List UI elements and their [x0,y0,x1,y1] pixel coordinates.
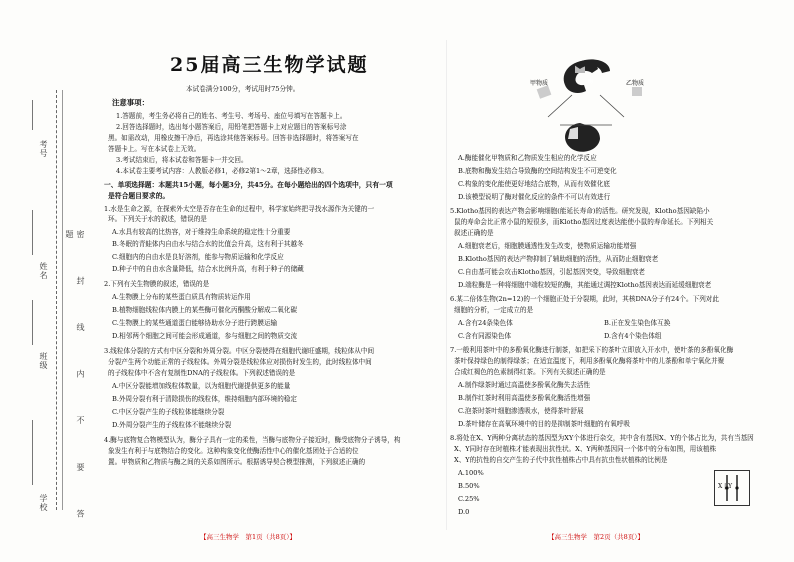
q7-option-d: D.茶叶储存在高氧环境中的目的是抑制茶叶细胞的有氧呼吸 [458,420,630,428]
q6-option-b: B.正在发生染色体互换 [604,319,671,327]
arrow-left [548,95,572,117]
yi-substance-shape [632,87,642,96]
notes-title: 注意事项： [112,98,149,107]
q7-stem-cont: 合成红褐色的色素制得红茶。下列有关叙述正确的是 [454,368,606,376]
q4-option-d: D.该模型说明了酶对催化反应的条件不可以有效进行 [458,193,611,201]
jia-substance-shape [537,85,552,99]
name-label: 姓名 [39,262,48,280]
meta-line: 本试卷满分100分，考试用时75分钟。 [186,85,300,93]
q5-stem: 5.Klotho基因的表达产物会影响细胞(能延长寿命)的活性。研究发现，Klotho基因缺陷小 [450,207,710,215]
q5-option-d: D.端粒酶是一种将细胞中端粒较短的酶，其能通过调控Klotho基因表达而延缓细胞衰老 [458,281,712,289]
note-line: 答题卡上。写在本试卷上无效。 [108,145,201,153]
school-line [32,420,33,485]
q5-option-b: B.Klotho基因的表达产物抑制了辅助细胞的活性，从而防止细胞衰老 [458,255,659,263]
q2-option-d: D.相邻两个细胞之间可能会形成通道，参与细胞之间的物质交流 [112,332,298,340]
q8-stem-cont: X、Y的抗性的自交产生的子代中抗性植株占中具有抗虫性状植株的比例是 [454,456,668,464]
q2-option-a: A.生物膜上分布的某些蛋白质具有物质转运作用 [112,293,251,301]
q6-stem: 6.某二倍体生物(2n=12)的一个细胞正处于分裂期，此时，其核DNA分子有24个。下列对此 [450,295,719,303]
q7-stem-cont: 茶叶保持绿色的制得绿茶；在适宜温度下，利用多酚氧化酶将茶叶中的儿茶酚和单宁氧化并聚 [454,357,725,365]
q2-option-c: C.生物膜上的某些通道蛋白能够协助水分子进行跨膜运输 [112,319,278,327]
q1-option-c: C.细胞内的自由水是良好溶剂，能参与物质运输和化学反应 [112,253,284,261]
q5-stem-cont: 鼠的寿命会比正常小鼠的短很多，而Klotho基因过度表达能使小鼠的寿命延长。下列相关 [454,218,714,226]
centromere-right [735,486,738,489]
q4-option-b: B.底物和酶发生结合导致酶的空间结构发生不可逆变化 [458,167,617,175]
q3-option-d: D.外周分裂产生的子线粒体不能继续分裂 [112,421,232,429]
note-line: 1.答题前，考生务必将自己的姓名、考生号、考场号、座位号填写在答题卡上。 [116,112,347,120]
q1-option-b: B.冬眠的青蛙体内自由水与结合水的比值会升高，这有利于其越冬 [112,240,304,248]
q6-option-a: A.含有24条染色体 [458,319,513,327]
q1-option-a: A.水具有较高的比热容，对于维持生命系统的稳定性十分重要 [112,228,291,236]
seal-dashed-line [56,90,57,510]
exam-title: 25届高三生物学试题 [170,54,369,76]
note-line: 3.考试结束后，将本试卷和答题卡一并交回。 [116,156,248,164]
enzyme-figure [520,55,670,155]
seal-solid-line [62,90,63,510]
chromosome-figure [714,470,750,506]
q8-stem-cont: X、Y同时存在时植株才能表现出抗性状。X、Y两种基因同一个体中的分布如图，用该植株 [454,445,717,453]
seal-text: 密 封 线 内 不 要 答 题 [65,230,85,536]
binding-margin [0,0,100,562]
name-line [32,210,33,255]
q7-option-a: A.制作绿茶时通过高温使多酚氧化酶失去活性 [458,381,591,389]
label-jia: 甲物质 [530,80,549,87]
q8-option-b: B.50% [458,482,480,490]
q5-stem-cont: 叙述正确的是 [454,229,494,237]
note-line: 2.回答选择题时，选出每小题答案后，用铅笔把答题卡上对应题目的答案标号涂 [116,123,347,131]
label-enzyme: 酶 [588,79,594,85]
q8-option-a: A.100% [458,469,484,477]
school-label: 学校 [39,494,48,512]
arrow-right [600,95,624,117]
note-line: 黑。如需改动，用橡皮擦干净后，再选涂其他答案标号。回答非选择题时，将答案写在 [108,134,359,142]
q6-stem-cont: 细胞的分析，一定成立的是 [454,306,534,314]
q7-stem: 7.一般利用茶叶中的多酚氧化酶进行制茶，如把采下的茶叶立即放入开水中，使叶茶的多酚氧化酶 [450,346,734,354]
q4-option-c: C.构象的变化能使更好地结合底物，从而有效催化底 [458,180,610,188]
label-yi: 乙物质 [626,80,645,87]
q6-option-c: C.含有同源染色体 [458,332,512,340]
section-title-cont: 是符合题目要求的。 [108,192,170,200]
q8-stem: 8.将处在X、Y两种分离状态的基因型为XY个体进行杂交，其中含有基因X、Y的个体占比为，共有当基因 [450,434,754,442]
q1-stem: 1.水是生命之源，在探索外太空是否存在生命的过程中，科学家始终把寻找水源作为关键的一 [104,205,375,213]
exam-no-line [32,100,33,130]
footer-right: 【高三生物学 第2页（共8页）】 [548,533,645,541]
q1-option-d: D.种子中的自由水含量降低，结合水比例升高，有利于种子的储藏 [112,265,304,273]
q4-stem-cont: 置。甲物质和乙物质与酶之间的关系如图所示。根据诱导契合模型推测，下列叙述正确的 [108,458,366,466]
section-title: 一、单项选择题：本题共15小题，每小题3分，共45分。在每小题给出的四个选项中，只有一项 [104,181,393,189]
q3-stem: 3.线粒体分裂的方式有中区分裂和外周分裂。中区分裂使得在细胞代谢旺盛期，线粒体从中间 [104,347,375,355]
footer-left: 【高三生物学 第1页（共8页）】 [200,533,297,541]
chromosome-label: X | Y [718,483,733,490]
q3-option-a: A.中区分裂能增加线粒体数量，以为细胞代谢提供更多的能量 [112,382,291,390]
q3-option-b: B.外周分裂有利于清除损伤的线粒体，维持细胞内部环境的稳定 [112,395,297,403]
q8-option-c: C.25% [458,495,480,503]
q8-option-d: D.0 [458,508,470,516]
q1-stem-cont: 环。下列关于水的叙述，错误的是 [108,215,207,223]
q7-option-b: B.制作红茶时利用高温使多酚氧化酶活性增强 [458,394,591,402]
q4-option-a: A.酶能催化甲物质和乙物质发生相应的化学反应 [458,154,597,162]
q2-stem: 2.下列有关生物膜的叙述，错误的是 [104,280,210,288]
q5-option-a: A.细胞衰老后，细胞膜通透性发生改变，使物质运输功能增强 [458,242,637,250]
q3-option-c: C.中区分裂产生的子线粒体能继续分裂 [112,408,225,416]
exam-no-label: 考号 [39,140,48,158]
q3-stem-cont: 的子线粒体中不含有复制性DNA的子线粒体。下列叙述错误的是 [108,369,296,377]
q5-option-c: C.自由基可能会攻击Klotho基因，引起基因突变，导致细胞衰老 [458,268,646,276]
q7-option-c: C.泡茶时茶叶细胞渗透吸水，使得茶叶舒展 [458,407,584,415]
class-label: 班级 [39,352,48,370]
q2-option-b: B.植物细胞线粒体内膜上的某些酶可催化丙酮酸分解成二氧化碳 [112,306,297,314]
q6-option-d: D.含有4个染色体组 [604,332,662,340]
q3-stem-cont: 分裂产生两个功能正常的子线粒体。外周分裂是线粒体应对损伤时发生的，此时线粒体中间 [108,358,372,366]
q4-stem-cont: 象发生有利于与底物结合的变化。这种构象变化使酶活性中心的催化基团处于合适的位 [108,447,359,455]
class-line [32,300,33,345]
column-divider [446,40,447,530]
note-line: 4.本试卷主要考试内容：人教版必修1，必修2第1～2章，选择性必修3。 [116,167,328,175]
q4-stem: 4.酶与底物复合物模型认为，酶分子具有一定的柔性，当酶与底物分子接近时，酶受底物分子诱导，构 [104,436,401,444]
